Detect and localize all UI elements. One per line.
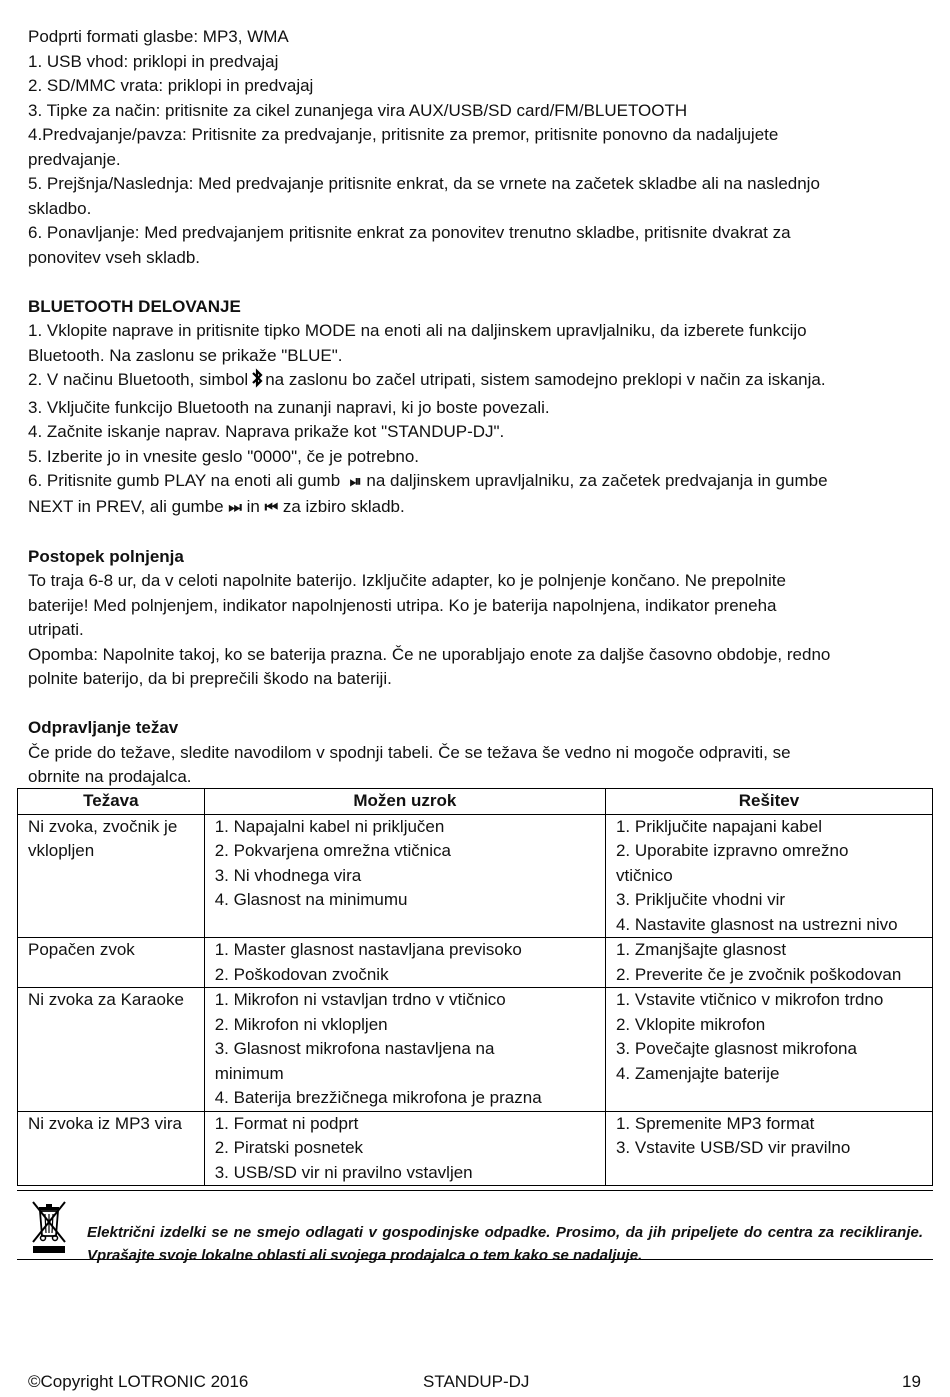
cell-line: 1. Vstavite vtičnico v mikrofon trdno: [615, 990, 884, 1009]
bluetooth-line: Bluetooth. Na zaslonu se prikaže "BLUE".: [28, 345, 343, 365]
solution-cell: [605, 1111, 932, 1186]
cell-line: 1. Format ni podprt: [214, 1113, 359, 1133]
cause-cell: [204, 1111, 605, 1186]
problem-cell: [18, 814, 205, 938]
table-header-row: [18, 789, 933, 815]
cell-line: 3. Priključite vhodni vir: [615, 890, 786, 909]
footer-model: STANDUP-DJ: [423, 1372, 530, 1391]
cell-line: 3. Povečajte glasnost mikrofona: [615, 1039, 857, 1058]
cell-line: Ni zvoka iz MP3 vira: [28, 1113, 182, 1133]
cell-line: 2. Preverite če je zvočnik poškodovan: [615, 964, 902, 984]
cell-line: 1. Spremenite MP3 format: [615, 1113, 815, 1133]
cell-line: 4. Nastavite glasnost na ustrezni nivo: [615, 914, 898, 934]
troubleshooting-table: [17, 788, 933, 1186]
weee-notice: [17, 1190, 933, 1264]
intro-line: Podprti formati glasbe: MP3, WMA: [28, 27, 289, 46]
column-header-cause: Možen uzrok: [204, 789, 605, 815]
cell-line: 3. Glasnost mikrofona nastavljena na: [214, 1039, 495, 1058]
column-header-problem: Težava: [18, 789, 205, 815]
weee-text: Električni izdelki se ne smejo odlagati v gospodinjske odpadke. Prosimo, da jih pripeljete do centra za recikliranje. Vprašajte svoje lokalne oblasti ali svojega prodajalca o tem kako se nadaljuje.: [87, 1224, 923, 1264]
cell-line: 2. Mikrofon ni vklopljen: [214, 1014, 388, 1034]
bluetooth-line7-mid: in: [246, 496, 260, 516]
cell-line: minimum: [214, 1063, 284, 1083]
cell-line: 2. Poškodovan zvočnik: [214, 964, 389, 984]
bluetooth-line7-end: za izbiro skladb.: [282, 496, 405, 516]
bluetooth-line: 5. Izberite jo in vnesite geslo "0000", če je potrebno.: [28, 446, 420, 466]
bluetooth-line2-end: na zaslonu bo začel utripati, sistem samodejno preklopi v način za iskanja.: [265, 370, 826, 389]
troubleshooting-line: Če pride do težave, sledite navodilom v spodnji tabeli. Če se težava še vedno ni mogoče odpraviti, se: [28, 742, 791, 762]
cell-line: 1. Master glasnost nastavljana previsoko: [214, 940, 522, 959]
charging-line: To traja 6-8 ur, da v celoti napolnite baterijo. Izključite adapter, ko je polnjenje končano. Ne prepolnite: [28, 571, 786, 590]
charging-section: [28, 545, 928, 692]
crossed-out-wheelie-bin-icon: [27, 1196, 71, 1256]
table-row: [18, 938, 933, 988]
cell-line: 3. Ni vhodnega vira: [214, 865, 362, 885]
cell-line: vtičnico: [615, 865, 673, 885]
intro-line: 5. Prejšnja/Naslednja: Med predvajanje pritisnite enkrat, da se vrnete na začetek skladbe ali na naslednjo: [28, 174, 820, 193]
bluetooth-line: [28, 469, 928, 495]
cause-cell: [204, 814, 605, 938]
charging-heading: Postopek polnjenja: [28, 546, 184, 566]
intro-line: 1. USB vhod: priklopi in predvajaj: [28, 51, 279, 71]
next-track-icon: ⏭: [228, 498, 242, 516]
cell-line: 1. Mikrofon ni vstavljan trdno v vtičnico: [214, 990, 506, 1009]
cause-cell: [204, 938, 605, 988]
cell-line: 2. Uporabite izpravno omrežno: [615, 841, 849, 860]
bluetooth-section: [28, 295, 928, 521]
bluetooth-icon: [251, 368, 263, 396]
cause-cell: [204, 988, 605, 1112]
bluetooth-line: [28, 368, 928, 396]
cell-line: 4. Zamenjajte baterije: [615, 1063, 780, 1083]
bluetooth-line: 1. Vklopite naprave in pritisnite tipko MODE na enoti ali na daljinskem upravljalniku, da izberete funkcijo: [28, 321, 807, 340]
cell-line: 4. Baterija brezžičnega mikrofona je prazna: [214, 1088, 542, 1107]
cell-line: 1. Zmanjšajte glasnost: [615, 940, 787, 959]
bluetooth-line2-start: 2. V načinu Bluetooth, simbol: [28, 370, 249, 389]
cell-line: 2. Pokvarjena omrežna vtičnica: [214, 841, 451, 860]
cell-line: 2. Vklopite mikrofon: [615, 1014, 766, 1034]
bluetooth-line7-start: NEXT in PREV, ali gumbe: [28, 496, 224, 516]
troubleshooting-section: [28, 716, 928, 790]
cell-line: 3. Vstavite USB/SD vir pravilno: [615, 1138, 851, 1157]
troubleshooting-heading: Odpravljanje težav: [28, 718, 179, 737]
cell-line: Popačen zvok: [28, 940, 135, 959]
intro-line: 6. Ponavljanje: Med predvajanjem pritisnite enkrat za ponovitev trenutno skladbe, pritisnite dvakrat za: [28, 223, 791, 242]
previous-track-icon: ⏮: [264, 498, 279, 516]
solution-cell: [605, 814, 932, 938]
problem-cell: [18, 938, 205, 988]
cell-line: 2. Piratski posnetek: [214, 1138, 364, 1157]
charging-line: Opomba: Napolnite takoj, ko se baterija prazna. Če ne uporabljajo enote za daljše časovno obdobje, redno: [28, 644, 831, 664]
troubleshooting-line: obrnite na prodajalca.: [28, 767, 192, 786]
footer-copyright: ©Copyright LOTRONIC 2016: [28, 1372, 249, 1391]
play-pause-icon: ⏯: [349, 473, 362, 490]
cell-line: 3. USB/SD vir ni pravilno vstavljen: [214, 1162, 473, 1182]
charging-line: baterije! Med polnjenjem, indikator napolnjenosti utripa. Ko je baterija napolnjena, indikator preneha: [28, 595, 777, 615]
intro-section: [28, 25, 928, 270]
problem-cell: [18, 988, 205, 1112]
column-header-solution: Rešitev: [605, 789, 932, 815]
table-row: [18, 1111, 933, 1186]
cell-line: 4. Glasnost na minimumu: [214, 890, 408, 909]
manual-page: [28, 25, 928, 790]
intro-line: 3. Tipke za način: pritisnite za cikel zunanjega vira AUX/USB/SD card/FM/BLUETOOTH: [28, 100, 688, 120]
cell-line: vklopljen: [28, 841, 95, 860]
problem-cell: [18, 1111, 205, 1186]
bluetooth-line: 3. Vključite funkcijo Bluetooth na zunanji napravi, ki jo boste povezali.: [28, 397, 550, 417]
intro-line: ponovitev vseh skladb.: [28, 247, 200, 267]
solution-cell: [605, 938, 932, 988]
bluetooth-line6-start: 6. Pritisnite gumb PLAY na enoti ali gumb: [28, 471, 341, 490]
cell-line: 1. Priključite napajani kabel: [615, 816, 822, 836]
bluetooth-heading: BLUETOOTH DELOVANJE: [28, 296, 241, 316]
intro-line: 4.Predvajanje/pavza: Pritisnite za predvajanje, pritisnite za premor, pritisnite ponovno da nadaljujete: [28, 125, 779, 144]
table-row: [18, 988, 933, 1112]
footer-page-number: 19: [902, 1372, 921, 1391]
solution-cell: [605, 988, 932, 1112]
cell-line: 1. Napajalni kabel ni priključen: [214, 816, 445, 836]
bluetooth-line: 4. Začnite iskanje naprav. Naprava prikaže kot "STANDUP-DJ".: [28, 422, 505, 441]
bluetooth-line6-end: na daljinskem upravljalniku, za začetek predvajanja in gumbe: [366, 471, 828, 490]
table-row: [18, 814, 933, 938]
intro-line: skladbo.: [28, 198, 92, 218]
cell-line: Ni zvoka za Karaoke: [28, 990, 184, 1009]
cell-line: Ni zvoka, zvočnik je: [28, 816, 178, 836]
intro-line: 2. SD/MMC vrata: priklopi in predvajaj: [28, 76, 314, 95]
charging-line: polnite baterijo, da bi preprečili škodo na bateriji.: [28, 669, 392, 688]
intro-line: predvajanje.: [28, 149, 121, 169]
charging-line: utripati.: [28, 620, 84, 639]
bluetooth-line: [28, 495, 928, 521]
